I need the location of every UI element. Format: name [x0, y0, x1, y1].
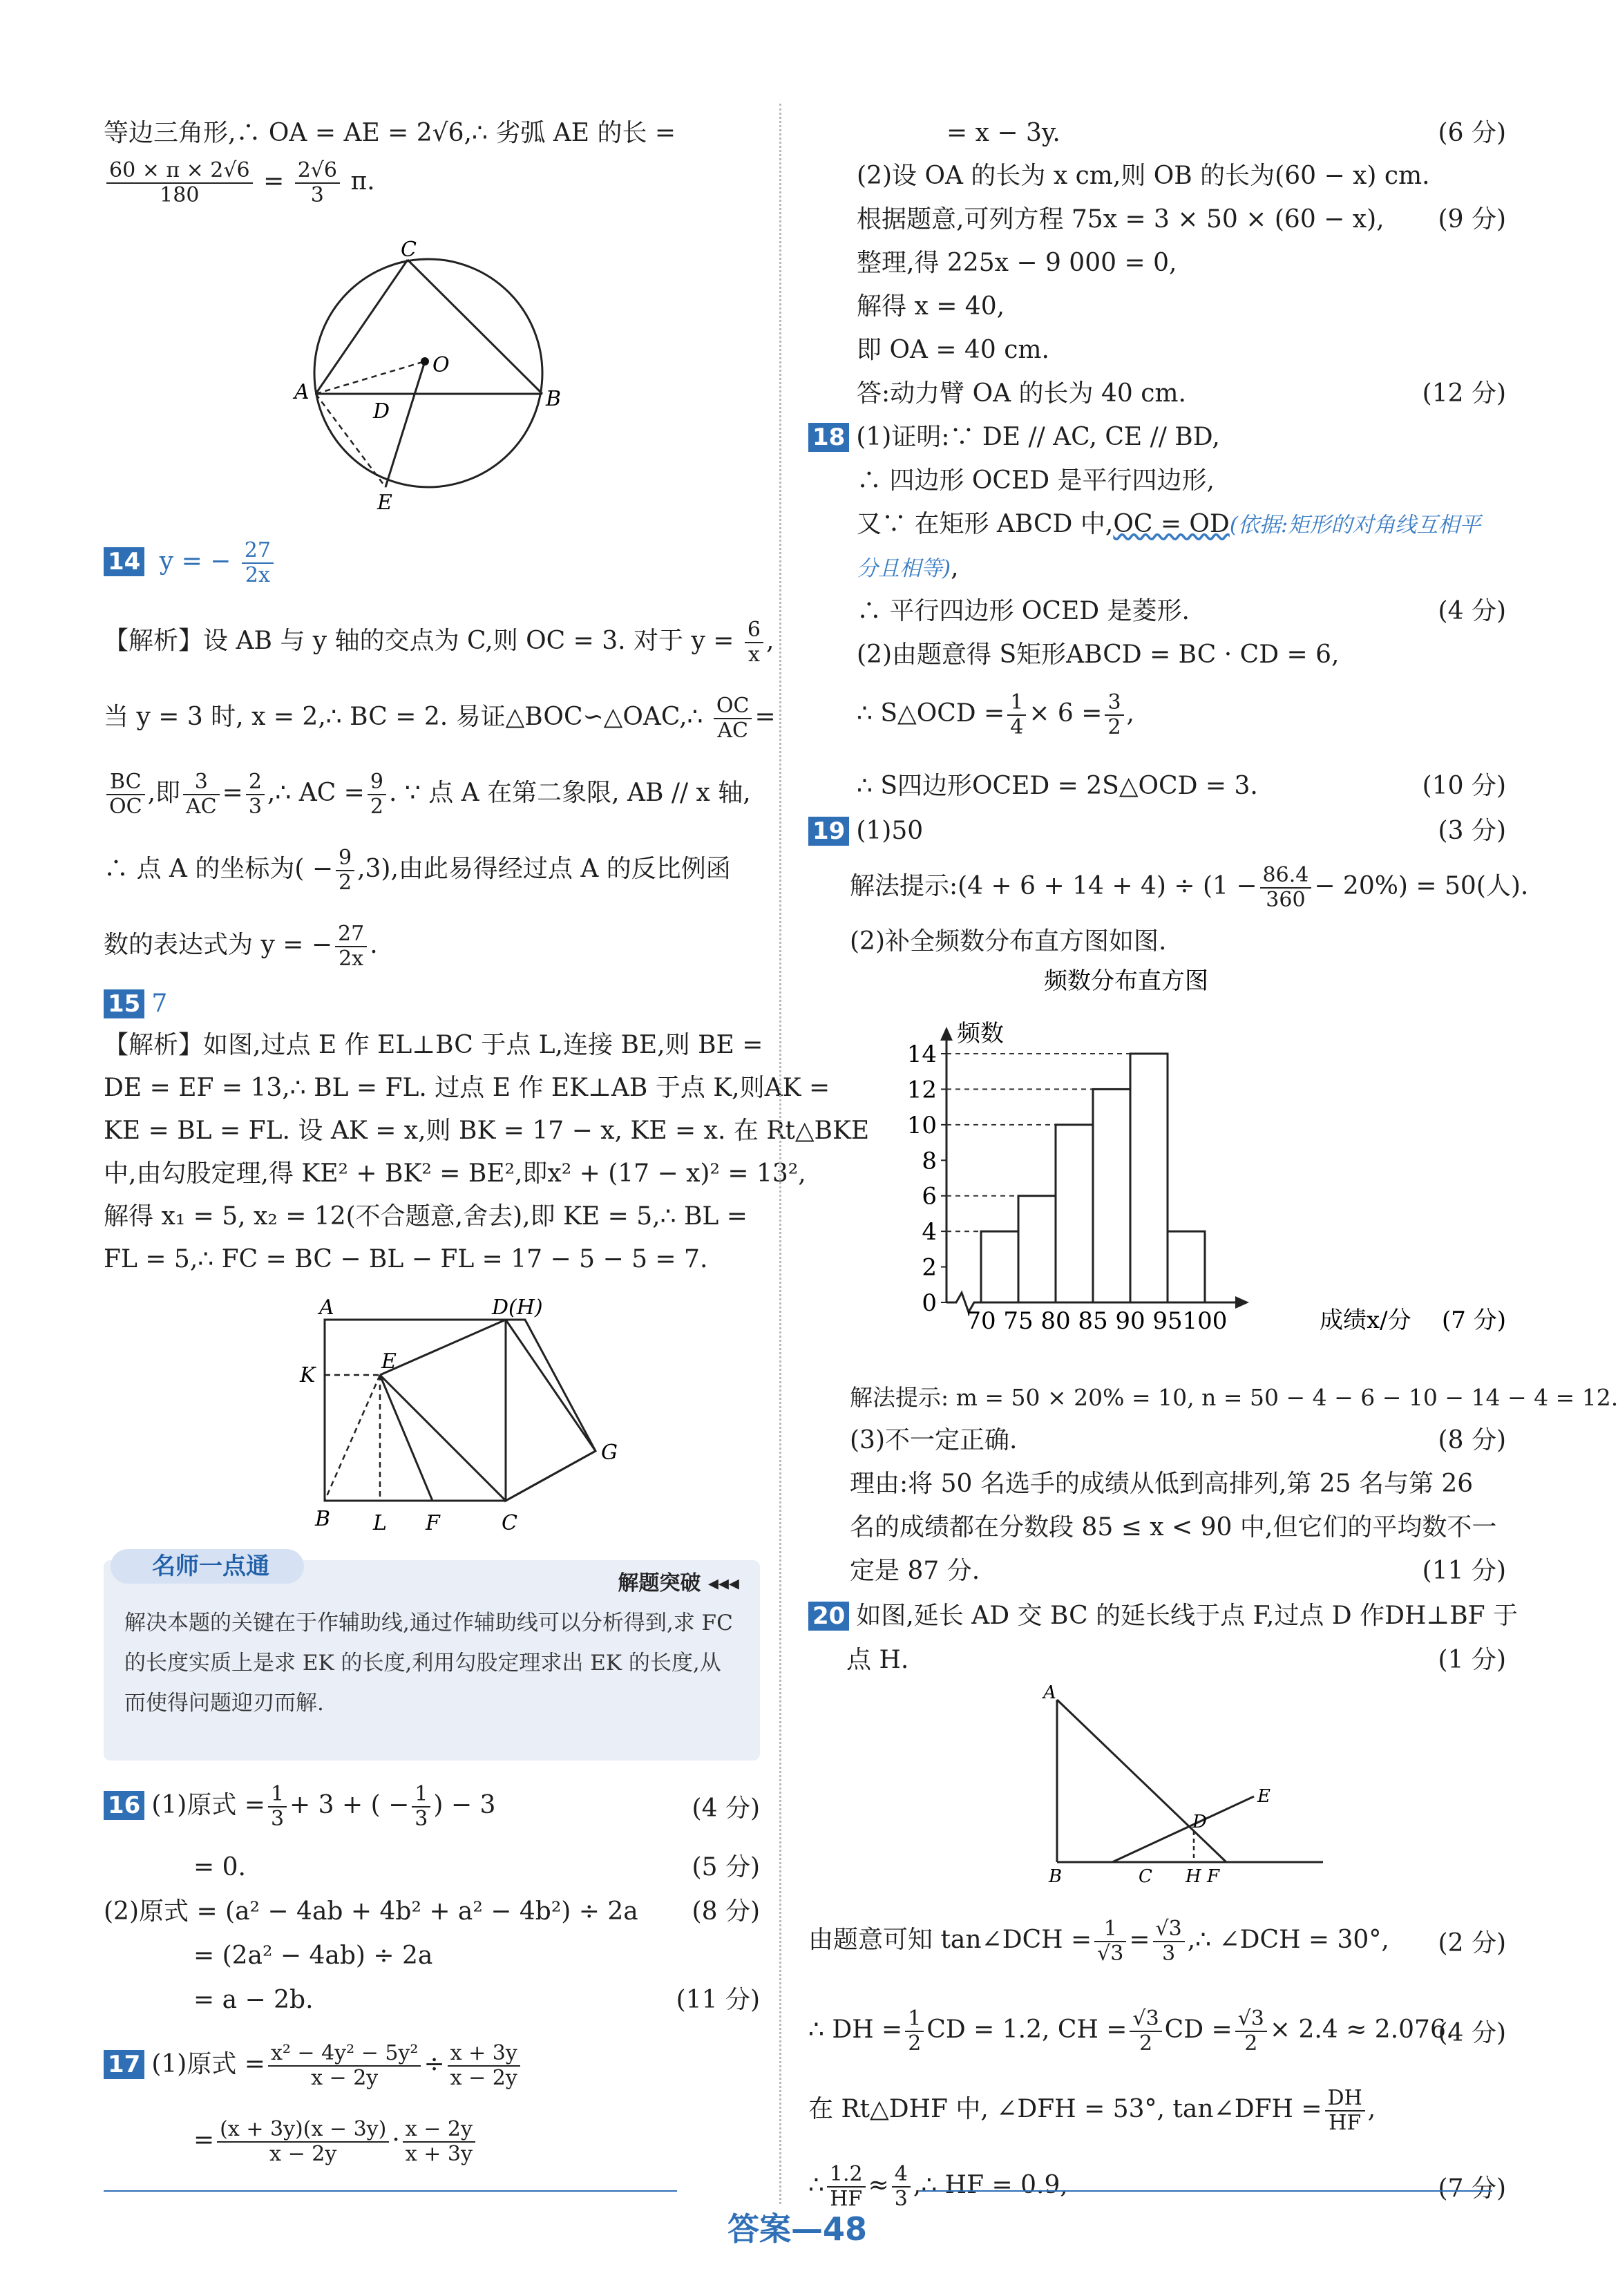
label-g: G: [601, 1441, 618, 1465]
label-b: B: [1049, 1866, 1063, 1887]
y-tick-label: 14: [906, 1041, 937, 1068]
q20-line5: 在 Rt△DHF 中, ∠DFH = 53°, tan∠DFH = $\frac{DH}{HF}$ ,: [808, 2086, 1376, 2135]
label-c: C: [401, 238, 417, 262]
x-tick-label: 90: [1115, 1307, 1145, 1335]
q13-line1: 等边三角形,∴ OA = AE = 2√6,∴ 劣弧 AE 的长 =: [104, 119, 676, 147]
bar-95-100: [1168, 1231, 1205, 1302]
triangle-figure: [1036, 1682, 1340, 1887]
q18-line1: 18 (1)证明:∵ DE // AC, CE // BD,: [808, 421, 1506, 453]
y-tick-label: 12: [906, 1076, 937, 1104]
bar-90-95: [1130, 1054, 1168, 1302]
y-axis-arrow: [940, 1027, 953, 1041]
q19-line3: (2)补全频数分布直方图如图.: [850, 927, 1167, 956]
q19-line1: 19 (1)50 (3 分): [808, 815, 1506, 847]
x-tick-label: 80: [1040, 1307, 1071, 1335]
label-d: D: [1192, 1812, 1207, 1832]
x-tick-label: 85: [1078, 1307, 1108, 1335]
q17-line2: = $\frac{(x + 3y)(x - 3y)}{x - 2y}$ · $\frac{x - 2y}{x + 3y}$: [104, 2118, 760, 2166]
label-b: B: [315, 1507, 331, 1531]
q20-line1: 20 如图,延长 AD 交 BC 的延长线于点 F,过点 D 作DH⊥BF 于: [808, 1600, 1506, 1632]
y-tick-label: 0: [922, 1289, 937, 1317]
label-a: A: [319, 1296, 334, 1320]
q19-line10: (3)不一定正确. (8 分): [850, 1426, 1506, 1454]
label-k: K: [300, 1363, 316, 1387]
y-tick-label: 4: [922, 1218, 937, 1246]
q16-line3: (2)原式 = (a² − 4ab + 4b² + a² − 4b²) ÷ 2a (8 分): [104, 1897, 760, 1926]
q14-line1: 【解析】设 AB 与 y 轴的交点为 C,则 OC = 3. 对于 y = $\frac{6}{x}$ ,: [104, 618, 774, 667]
q17-2-line5: 即 OA = 40 cm.: [857, 336, 1049, 364]
q15-line5: 解得 x₁ = 5, x₂ = 12(不合题意,舍去),即 KE = 5,∴ BL =: [104, 1202, 748, 1231]
y-tick-label: 6: [922, 1182, 937, 1211]
q17-2-line4: 解得 x = 40,: [857, 292, 1005, 321]
y-tick-label: 10: [906, 1111, 937, 1139]
square-figure: [297, 1296, 684, 1548]
footer-rule-right: [919, 2190, 1492, 2192]
q16-line2: = 0. (5 分): [193, 1853, 760, 1881]
x-axis-arrow: [1235, 1296, 1249, 1309]
chart-ylabel: 频数: [957, 1020, 1004, 1047]
q20-line6: ∴ $\frac{1.2}{HF}$ ≈ $\frac{4}{3}$ ,∴ HF = 0.9, (7 分): [808, 2162, 1506, 2211]
q19-line12: 名的成绩都在分数段 85 ≤ x < 90 中,但它们的平均数不一: [850, 1513, 1497, 1541]
label-e: E: [377, 491, 392, 515]
q14-line5: 数的表达式为 y = − $\frac{27}{2x}$ .: [104, 922, 378, 971]
q19-line9: 解法提示: m = 50 × 20% = 10, n = 50 − 4 − 6 − 10 − 14 − 4 = 12.: [850, 1384, 1618, 1411]
q20-line2: 点 H. (1 分): [846, 1646, 1506, 1674]
tip-box: [104, 1553, 760, 1761]
q18-line8: ∴ S四边形OCED = 2S△OCD = 3. (10 分): [857, 772, 1506, 800]
x-tick-label: 70: [966, 1307, 996, 1335]
chart-title: 频数分布直方图: [1044, 967, 1208, 995]
label-o: O: [432, 353, 450, 377]
bar-80-85: [1056, 1125, 1093, 1302]
label-d: D: [373, 399, 390, 424]
chart-x-ticks: [966, 1307, 1227, 1335]
chart-points: (7 分): [1442, 1307, 1506, 1334]
label-b: B: [546, 387, 562, 411]
q15-line6: FL = 5,∴ FC = BC − BL − FL = 17 − 5 − 5 = 7.: [104, 1245, 708, 1273]
q19-line2: 解法提示:(4 + 6 + 14 + 4) ÷ (1 − $\frac{86.4}{360}$ − 20%) = 50(人).: [850, 863, 1529, 912]
y-tick-label: 8: [922, 1147, 937, 1175]
q16-line1: 16 (1)原式 = $\frac{1}{3}$ + 3 + ( − $\frac{1}{3}$ ) − 3 (4 分): [104, 1783, 760, 1831]
x-tick-label: 95: [1152, 1307, 1183, 1335]
q17-2-line2: 根据题意,可列方程 75x = 3 × 50 × (60 − x), (9 分): [857, 205, 1506, 234]
tip-body: 解决本题的关键在于作辅助线,通过作辅助线可以分析得到,求 FC 的长度实质上是求 EK 的长度,利用勾股定理求出 EK 的长度,从而使得问题迎刃而解.: [124, 1611, 733, 1716]
q17-line1: 17 (1)原式 = $\frac{\text{x² − 4y² − 5y²}}{x - 2y}$ ÷ $\frac{x + 3y}{x - 2y}$: [104, 2042, 760, 2090]
q16-line5: = a − 2b. (11 分): [193, 1986, 760, 2014]
q18-line5: ∴ 平行四边形 OCED 是菱形. (4 分): [857, 597, 1506, 625]
q18-line2: ∴ 四边形 OCED 是平行四边形,: [857, 466, 1215, 495]
q15-answer: 15 7: [104, 988, 760, 1020]
q15-badge: 15: [104, 989, 144, 1018]
q13-line2: $\frac{60 \times \pi \times 2√6}{180}$ = $\frac{2√6}{3}$ π.: [104, 159, 760, 207]
bar-85-90: [1093, 1089, 1130, 1302]
footer-rule-left: [104, 2190, 677, 2192]
q17-line3: = x − 3y. (6 分): [946, 119, 1506, 147]
label-c: C: [1139, 1866, 1152, 1887]
q15-line3: KE = BL = FL. 设 AK = x,则 BK = 17 − x, KE = x. 在 Rt△BKE: [104, 1117, 870, 1145]
x-tick-label: 100: [1182, 1307, 1228, 1335]
y-tick-label: 2: [922, 1253, 937, 1282]
q18-badge: 18: [808, 423, 849, 452]
chart-bars: [981, 1054, 1205, 1302]
q15-line4: 中,由勾股定理,得 KE² + BK² = BE²,即x² + (17 − x)² = 13²,: [104, 1159, 806, 1188]
q20-line3: 由题意可知 tan∠DCH = $\frac{1}{√3}$ = $\frac{√3}{3}$ ,∴ ∠DCH = 30°, (2 分): [808, 1917, 1506, 1966]
page-number: 答案—48: [727, 2210, 867, 2248]
q19-badge: 19: [808, 817, 849, 846]
q18-line3: 又∵ 在矩形 ABCD 中,OC = OD(依据:矩形的对角线互相平: [857, 510, 1481, 538]
label-c: C: [502, 1511, 517, 1535]
q14-badge: 14: [104, 547, 144, 576]
q15-line2: DE = EF = 13,∴ BL = FL. 过点 E 作 EK⊥AB 于点 K,则AK =: [104, 1074, 830, 1102]
q14-answer: 14 y = − $\frac{27}{2x}$: [104, 539, 760, 587]
q15-line1: 【解析】如图,过点 E 作 EL⊥BC 于点 L,连接 BE,则 BE =: [104, 1031, 763, 1059]
tip-subtitle: 解题突破 ◂◂◂: [618, 1571, 739, 1595]
q14-line4: ∴ 点 A 的坐标为( − $\frac{9}{2}$ ,3),由此易得经过点 A 的反比例函: [104, 846, 731, 895]
label-f: F: [426, 1511, 440, 1535]
q16-line4: = (2a² − 4ab) ÷ 2a: [193, 1942, 433, 1970]
q18-line7: ∴ S△OCD = $\frac{1}{4}$ × 6 = $\frac{3}{2}$ ,: [857, 690, 1134, 739]
tip-title: 名师一点通: [111, 1549, 304, 1584]
histogram-chart: [850, 964, 1506, 1351]
q16-badge: 16: [104, 1791, 144, 1820]
label-hf: H F: [1186, 1866, 1219, 1887]
circle-figure: [294, 238, 562, 515]
bar-75-80: [1018, 1196, 1056, 1302]
q18-line4: 分且相等),: [857, 553, 959, 582]
q17-badge: 17: [104, 2050, 144, 2079]
q17-2-line3: 整理,得 225x − 9 000 = 0,: [857, 249, 1177, 277]
q14-line2: 当 y = 3 时, x = 2,∴ BC = 2. 易证△BOC∽△OAC,∴ $\frac{OC}{AC}$ =: [104, 694, 776, 743]
column-divider: [779, 104, 781, 2204]
label-e: E: [381, 1349, 397, 1374]
q19-line13: 定是 87 分. (11 分): [850, 1557, 1506, 1585]
q18-line6: (2)由题意得 S矩形ABCD = BC · CD = 6,: [857, 641, 1340, 669]
label-a: A: [294, 380, 310, 404]
label-l: L: [373, 1511, 387, 1535]
label-dh: D(H): [492, 1296, 543, 1320]
q20-badge: 20: [808, 1602, 849, 1631]
label-e: E: [1257, 1786, 1270, 1807]
q19-line11: 理由:将 50 名选手的成绩从低到高排列,第 25 名与第 26: [850, 1470, 1474, 1498]
q20-line4: ∴ DH = $\frac{1}{2}$ CD = 1.2, CH = $\frac{√3}{2}$ CD = $\frac{√3}{2}$ × 2.4 ≈ 2.076. (4 分): [808, 2006, 1506, 2056]
chart-xlabel: 成绩x/分: [1320, 1307, 1411, 1334]
x-tick-label: 75: [1003, 1307, 1034, 1335]
bar-70-75: [981, 1231, 1018, 1302]
q14-line3: $\frac{BC}{OC}$ ,即 $\frac{3}{AC}$ = $\frac{2}{3}$ ,∴ AC = $\frac{9}{2}$ . ∵ 点 A 在第二象限, AB // x 轴,: [104, 770, 760, 819]
chart-y-ticks: [907, 1041, 946, 1317]
label-a: A: [1043, 1682, 1056, 1703]
q17-2-line1: (2)设 OA 的长为 x cm,则 OB 的长为(60 − x) cm.: [857, 162, 1430, 190]
q17-2-line6: 答:动力臂 OA 的长为 40 cm. (12 分): [857, 379, 1506, 408]
